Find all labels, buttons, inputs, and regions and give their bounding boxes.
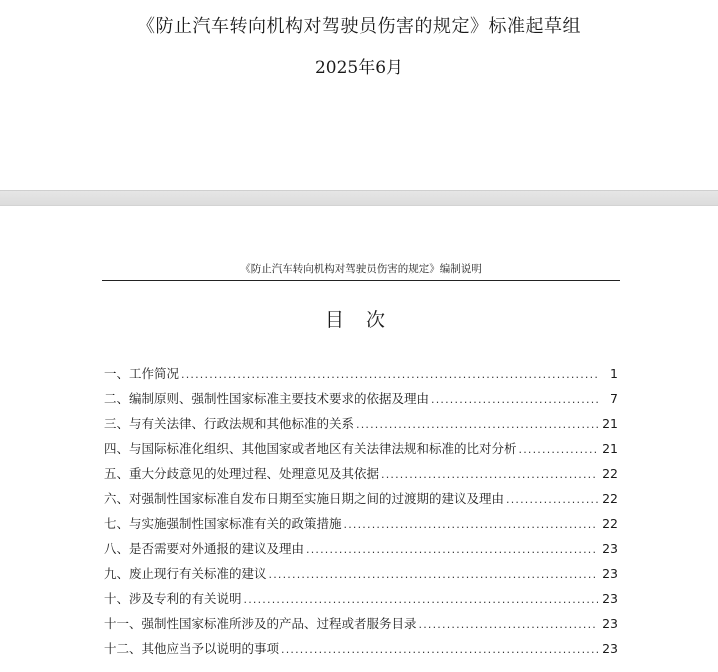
toc-entry-3[interactable]	[104, 414, 618, 439]
toc-entry-page: 21	[602, 441, 618, 456]
toc-entry-page: 21	[602, 416, 618, 431]
toc-entry-page: 23	[602, 591, 618, 606]
document-date: 2025年6月	[314, 58, 404, 78]
toc-entry-page: 23	[602, 541, 618, 556]
toc-entry-8[interactable]	[104, 539, 618, 564]
toc-entry-label: 一、工作简况	[104, 366, 180, 381]
toc-leader-dots	[519, 443, 599, 456]
running-header: 《防止汽车转向机构对驾驶员伤害的规定》编制说明	[102, 261, 620, 281]
toc-entry-label: 十一、强制性国家标准所涉及的产品、过程或者服务目录	[104, 616, 417, 631]
toc-entry-page: 22	[602, 516, 618, 531]
toc-entry-page: 23	[602, 641, 618, 656]
toc-entry-page: 22	[602, 491, 618, 506]
toc-entry-1[interactable]	[104, 364, 618, 389]
toc-entry-label: 七、与实施强制性国家标准有关的政策措施	[104, 516, 342, 531]
toc-entry-label: 十二、其他应当予以说明的事项	[104, 641, 280, 656]
page-separator	[0, 190, 718, 206]
toc-entry-4[interactable]	[104, 439, 618, 464]
toc-leader-dots	[506, 493, 598, 506]
toc-entry-label: 五、重大分歧意见的处理过程、处理意见及其依据	[104, 466, 380, 481]
toc-entry-label: 八、是否需要对外通报的建议及理由	[104, 541, 305, 556]
toc-entry-11[interactable]	[104, 614, 618, 639]
toc-page	[0, 206, 718, 672]
toc-entry-label: 十、涉及专利的有关说明	[104, 591, 242, 606]
toc-leader-dots	[381, 468, 598, 481]
toc-leader-dots	[431, 393, 600, 406]
table-of-contents	[104, 364, 618, 664]
toc-entry-page: 7	[610, 391, 618, 406]
toc-entry-5[interactable]	[104, 464, 618, 489]
toc-leader-dots	[419, 618, 599, 631]
toc-leader-dots	[269, 568, 599, 581]
toc-entry-page: 1	[610, 366, 618, 381]
toc-leader-dots	[306, 543, 598, 556]
toc-entry-label: 九、废止现行有关标准的建议	[104, 566, 267, 581]
toc-leader-dots	[181, 368, 600, 381]
toc-entry-page: 22	[602, 466, 618, 481]
toc-entry-page: 23	[602, 566, 618, 581]
toc-entry-label: 二、编制原则、强制性国家标准主要技术要求的依据及理由	[104, 391, 430, 406]
toc-entry-label: 三、与有关法律、行政法规和其他标准的关系	[104, 416, 355, 431]
toc-entry-label: 六、对强制性国家标准自发布日期至实施日期之间的过渡期的建议及理由	[104, 491, 505, 506]
drafting-group-title: 《防止汽车转向机构对驾驶员伤害的规定》标准起草组	[137, 16, 581, 37]
toc-title: 目 次	[324, 309, 394, 331]
toc-entry-12[interactable]	[104, 639, 618, 664]
toc-entry-label: 四、与国际标准化组织、其他国家或者地区有关法律法规和标准的比对分析	[104, 441, 517, 456]
toc-entry-2[interactable]	[104, 389, 618, 414]
cover-page	[0, 0, 718, 190]
toc-entry-6[interactable]	[104, 489, 618, 514]
toc-leader-dots	[244, 593, 599, 606]
toc-entry-10[interactable]	[104, 589, 618, 614]
toc-entry-7[interactable]	[104, 514, 618, 539]
toc-entry-page: 23	[602, 616, 618, 631]
toc-leader-dots	[356, 418, 598, 431]
toc-entry-9[interactable]	[104, 564, 618, 589]
toc-leader-dots	[344, 518, 599, 531]
toc-leader-dots	[281, 643, 598, 656]
